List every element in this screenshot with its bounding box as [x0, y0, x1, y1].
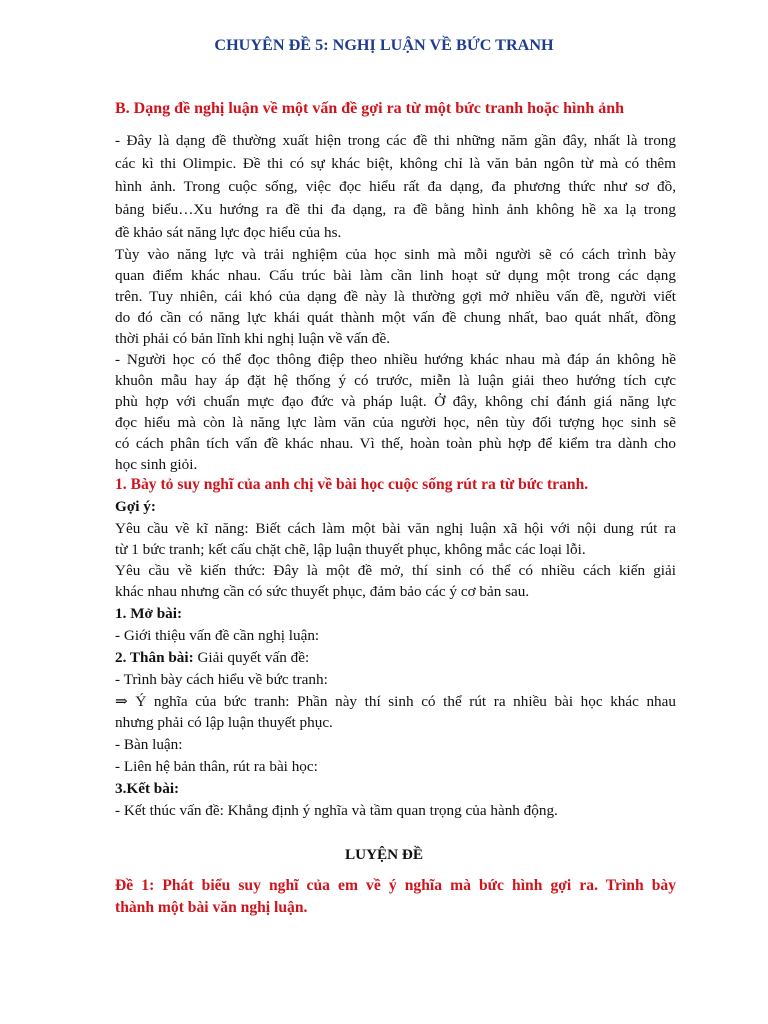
p1-line-4: bảng biểu…Xu hướng ra đề thi đa dạng, ra đề bằng hình ảnh không hề xa lạ trong — [115, 201, 676, 218]
yeu-cau-kien-thuc-line-1: Yêu cầu về kiến thức: Đây là một đề mở, thí sinh có thể có nhiều cách kiến giải — [115, 562, 676, 579]
p3-line-5: có cách phân tích vấn đề khác nhau. Vì thế, hoàn toàn phù hợp để kiểm tra dành cho — [115, 435, 676, 452]
p3-line-4: đọc hiểu mà còn là năng lực làm văn của người học, nên tùy đối tượng học sinh sẽ — [115, 414, 676, 431]
section-b-heading: B. Dạng đề nghị luận về một vấn đề gợi ra từ một bức tranh hoặc hình ảnh — [115, 100, 625, 117]
p3-line-1: - Người học có thể đọc thông điệp theo nhiều hướng khác nhau mà đáp án không hề — [115, 351, 676, 368]
p1-line-2: các kì thi Olimpic. Đề thi có sự khác biệt, không chỉ là văn bản ngôn từ mà có thêm — [115, 155, 676, 172]
than-bai-line — [115, 648, 676, 668]
mo-bai-heading: 1. Mở bài: — [115, 605, 183, 622]
goi-y-label: Gợi ý: — [115, 498, 156, 515]
than-bai-item-2-line-1: ⇒ Ý nghĩa của bức tranh: Phần này thí sinh có thể rút ra nhiều bài học khác nhau — [115, 693, 676, 710]
p2-line-1: Tùy vào năng lực và trải nghiệm của học sinh mà mỗi người sẽ có cách trình bày — [115, 246, 676, 263]
p2-line-2: quan điểm khác nhau. Cấu trúc bài làm cần linh hoạt sử dụng một trong các dạng — [115, 267, 676, 284]
p3-line-2: khuôn mẫu hay áp đặt hệ thống ý có trước, miễn là luận giải theo hướng tích cực — [115, 372, 676, 389]
than-bai-item-2-line-2: nhưng phải có lập luận thuyết phục. — [115, 714, 333, 731]
de1-line-1: Đề 1: Phát biểu suy nghĩ của em về ý nghĩa mà bức hình gợi ra. Trình bày — [115, 877, 676, 894]
p3-line-6: học sinh giỏi. — [115, 456, 198, 473]
p3-line-3: phù hợp với chuẩn mực đạo đức và pháp luật. Ở đây, không chỉ đánh giá năng lực — [115, 393, 676, 410]
de1-line-2: thành một bài văn nghị luận. — [115, 899, 308, 916]
than-bai-heading: 2. Thân bài: — [115, 649, 194, 666]
yeu-cau-kien-thuc-line-2: khác nhau nhưng cần có sức thuyết phục, đảm bảo các ý cơ bản sau. — [115, 583, 530, 600]
than-bai-rest: Giải quyết vấn đề: — [193, 649, 310, 666]
p1-line-5: đề khảo sát năng lực đọc hiểu của hs. — [115, 224, 342, 241]
ket-bai-heading: 3.Kết bài: — [115, 780, 180, 797]
luyen-de-heading: LUYỆN ĐỀ — [344, 846, 424, 863]
than-bai-item-4: - Liên hệ bản thân, rút ra bài học: — [115, 758, 318, 775]
yeu-cau-ky-nang-line-1: Yêu cầu về kĩ năng: Biết cách làm một bài văn nghị luận xã hội với nội dung rút ra — [115, 520, 676, 537]
yeu-cau-ky-nang-line-2: từ 1 bức tranh; kết cấu chặt chẽ, lập luận thuyết phục, không mắc các loại lỗi. — [115, 541, 586, 558]
ket-bai-text: - Kết thúc vấn đề: Khẳng định ý nghĩa và tầm quan trọng của hành động. — [115, 802, 558, 819]
p2-line-5: thời phải có bản lĩnh khi nghị luận về vấn đề. — [115, 330, 391, 347]
mo-bai-text: - Giới thiệu vấn đề cần nghị luận: — [115, 627, 320, 644]
p1-line-1: - Đây là dạng đề thường xuất hiện trong các đề thi những năm gần đây, nhất là trong — [115, 132, 676, 149]
item1-heading: 1. Bày tỏ suy nghĩ của anh chị về bài học cuộc sống rút ra từ bức tranh. — [115, 476, 589, 493]
than-bai-item-3: - Bàn luận: — [115, 736, 183, 753]
p2-line-3: trên. Tuy nhiên, cái khó của dạng đề này là thường gợi mở nhiều vấn đề, người viết — [115, 288, 676, 305]
p2-line-4: do đó cần có năng lực khái quát thành một vấn đề chung nhất, bao quát nhất, đồng — [115, 309, 676, 326]
than-bai-item-1: - Trình bày cách hiểu về bức tranh: — [115, 671, 328, 688]
p1-line-3: hình ảnh. Trong cuộc sống, việc đọc hiểu rất đa dạng, đa phương thức như sơ đồ, — [115, 178, 676, 195]
document-title: CHUYÊN ĐỀ 5: NGHỊ LUẬN VỀ BỨC TRANH — [214, 36, 554, 54]
